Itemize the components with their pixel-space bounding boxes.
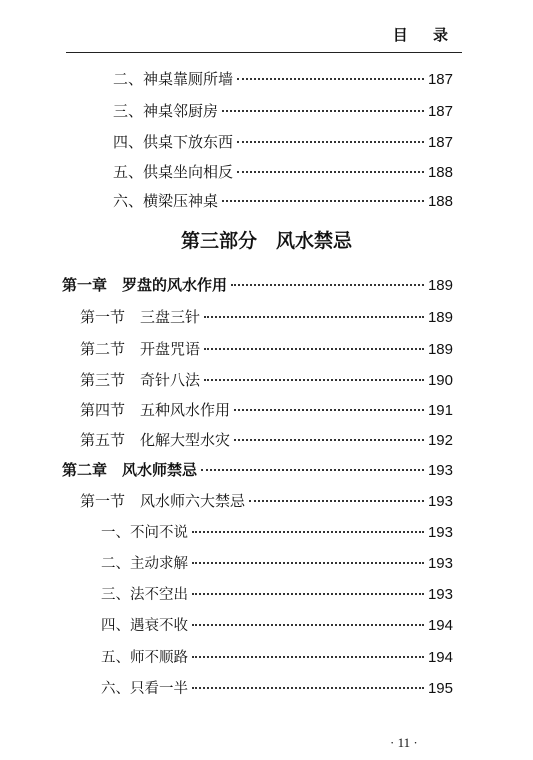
section-entry[interactable]: [80, 490, 453, 511]
toc-entry-page: 188: [427, 193, 453, 210]
toc-entry-label: 五、供桌坐向相反: [113, 163, 234, 181]
item-entry[interactable]: [101, 521, 453, 542]
chapter-page: 193: [427, 462, 453, 479]
toc-entry-label: 四、供桌下放东西: [113, 133, 234, 151]
item-page: 194: [427, 617, 453, 634]
toc-entry-page: 188: [427, 164, 453, 181]
item-page: 193: [427, 586, 453, 603]
section-label: 第五节 化解大型水灾: [80, 431, 231, 449]
dot-leader: [192, 531, 424, 533]
item-entry[interactable]: [101, 677, 453, 698]
section-label: 第一节 三盘三针: [80, 308, 201, 326]
toc-entry[interactable]: [113, 100, 453, 121]
header-title: 目 录: [392, 26, 458, 44]
toc-entry-label: 三、神桌邻厨房: [113, 102, 219, 120]
dot-leader: [249, 500, 424, 502]
chapter-entry[interactable]: [62, 274, 453, 295]
item-label: 二、主动求解: [101, 556, 188, 572]
item-page: 194: [427, 649, 453, 666]
section-entry[interactable]: [80, 306, 453, 327]
section-label: 第四节 五种风水作用: [80, 401, 231, 419]
section-entry[interactable]: [80, 338, 453, 359]
dot-leader: [192, 687, 424, 689]
item-entry[interactable]: [101, 614, 453, 635]
dot-leader: [237, 171, 424, 173]
toc-entry-label: 二、神桌靠厕所墙: [113, 70, 234, 88]
section-page: 190: [427, 372, 453, 389]
dot-leader: [192, 624, 424, 626]
section-page: 191: [427, 402, 453, 419]
item-label: 三、法不空出: [101, 587, 188, 603]
chapter-page: 189: [427, 277, 453, 294]
item-label: 五、师不顺路: [101, 650, 188, 666]
dot-leader: [192, 562, 424, 564]
section-page: 189: [427, 309, 453, 326]
section-label: 第二节 开盘咒语: [80, 340, 201, 358]
dot-leader: [201, 469, 424, 471]
section-label: 第一节 风水师六大禁忌: [80, 492, 246, 510]
item-label: 六、只看一半: [101, 681, 188, 697]
item-page: 195: [427, 680, 453, 697]
chapter-label: 第一章 罗盘的风水作用: [62, 276, 228, 294]
chapter-label: 第二章 风水师禁忌: [62, 461, 198, 479]
toc-entry-page: 187: [427, 71, 453, 88]
toc-entry-page: 187: [427, 134, 453, 151]
dot-leader: [204, 316, 424, 318]
item-label: 四、遇衰不收: [101, 618, 188, 634]
dot-leader: [204, 348, 424, 350]
toc-entry-label: 六、横梁压神桌: [113, 192, 219, 210]
dot-leader: [237, 78, 424, 80]
dot-leader: [192, 593, 424, 595]
section-entry[interactable]: [80, 369, 453, 390]
page-number: · 11 ·: [390, 735, 418, 750]
section-page: 192: [427, 432, 453, 449]
dot-leader: [234, 439, 424, 441]
running-header: [66, 22, 462, 53]
dot-leader: [237, 141, 424, 143]
item-entry[interactable]: [101, 646, 453, 667]
item-page: 193: [427, 555, 453, 572]
item-entry[interactable]: [101, 583, 453, 604]
section-label: 第三节 奇针八法: [80, 371, 201, 389]
toc-entry-page: 187: [427, 103, 453, 120]
item-entry[interactable]: [101, 552, 453, 573]
section-page: 193: [427, 493, 453, 510]
dot-leader: [222, 200, 424, 202]
section-entry[interactable]: [80, 399, 453, 420]
dot-leader: [222, 110, 424, 112]
item-page: 193: [427, 524, 453, 541]
dot-leader: [204, 379, 424, 381]
dot-leader: [192, 656, 424, 658]
toc-entry[interactable]: [113, 161, 453, 182]
item-label: 一、不问不说: [101, 525, 188, 541]
section-entry[interactable]: [80, 429, 453, 450]
toc-entry[interactable]: [113, 68, 453, 89]
section-page: 189: [427, 341, 453, 358]
chapter-entry[interactable]: [62, 459, 453, 480]
toc-entry[interactable]: [113, 131, 453, 152]
dot-leader: [231, 284, 424, 286]
toc-entry[interactable]: [113, 190, 453, 211]
part-title: 第三部分 风水禁忌: [180, 230, 352, 252]
dot-leader: [234, 409, 424, 411]
